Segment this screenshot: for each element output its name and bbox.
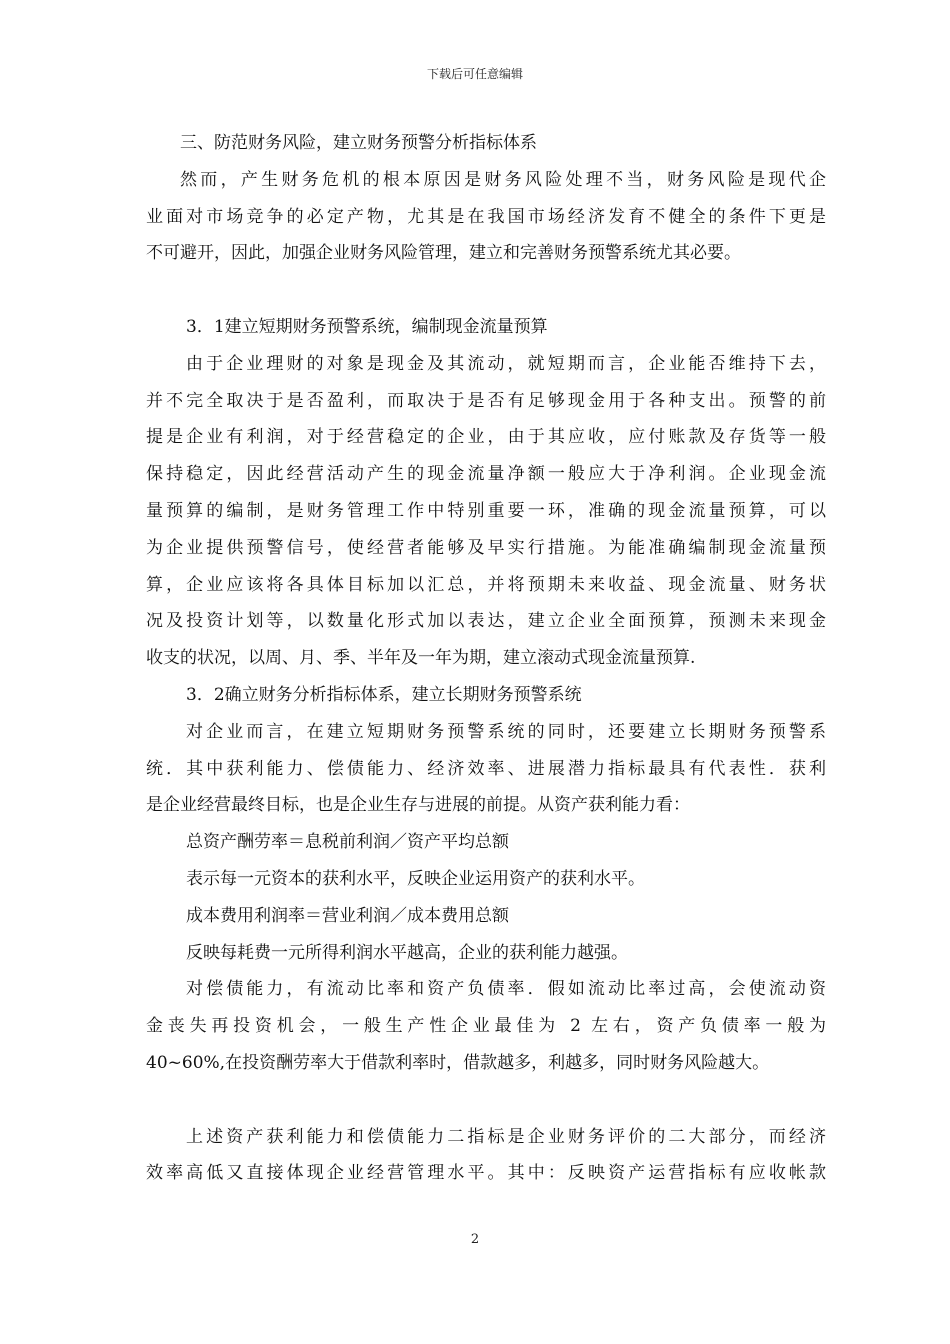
formula-line: 成本费用利润率＝营业利润／成本费用总额 bbox=[186, 905, 509, 926]
paragraph-line: 然而，产生财务危机的根本原因是财务风险处理不当，财务风险是现代企 bbox=[180, 169, 826, 190]
paragraph-gap bbox=[146, 1082, 826, 1119]
section-heading: 三、防范财务风险，建立财务预警分析指标体系 bbox=[180, 133, 537, 153]
page-header-note: 下载后可任意编辑 bbox=[426, 67, 523, 81]
paragraph-line: 40~60%,在投资酬劳率大于借款利率时，借款越多，利越多，同时财务风险越大。 bbox=[146, 1052, 770, 1073]
paragraph-line: 不可避开，因此，加强企业财务风险管理，建立和完善财务预警系统尤其必要。 bbox=[146, 243, 741, 264]
subsection-heading: 3．2确立财务分析指标体系，建立长期财务预警系统 bbox=[186, 684, 582, 705]
paragraph-line: 并不完全取决于是否盈利，而取决于是否有足够现金用于各种支出。预警的前 bbox=[146, 390, 826, 411]
paragraph-line: 提是企业有利润，对于经营稳定的企业，由于其应收，应付账款及存货等一般 bbox=[146, 427, 826, 448]
paragraph-line: 金丧失再投资机会，一般生产性企业最佳为 2 左右，资产负债率一般为 bbox=[146, 1016, 826, 1037]
paragraph-line: 对企业而言，在建立短期财务预警系统的同时，还要建立长期财务预警系 bbox=[186, 721, 826, 742]
paragraph-line: 反映每耗费一元所得利润水平越高，企业的获利能力越强。 bbox=[186, 942, 628, 963]
paragraph-line: 况及投资计划等，以数量化形式加以表达，建立企业全面预算，预测未来现金 bbox=[146, 611, 826, 632]
paragraph-line: 表示每一元资本的获利水平，反映企业运用资产的获利水平。 bbox=[186, 868, 645, 889]
paragraph-line: 效率高低又直接体现企业经营管理水平。其中：反映资产运营指标有应收帐款 bbox=[146, 1163, 826, 1184]
paragraph-line: 由于企业理财的对象是现金及其流动，就短期而言，企业能否维持下去， bbox=[186, 353, 826, 374]
paragraph-gap bbox=[146, 272, 826, 309]
paragraph-line: 收支的状况，以周、月、季、半年及一年为期，建立滚动式现金流量预算. bbox=[146, 648, 696, 669]
subsection-heading: 3．1建立短期财务预警系统，编制现金流量预算 bbox=[186, 316, 548, 337]
document-body bbox=[146, 125, 826, 1192]
paragraph-line: 是企业经营最终目标，也是企业生存与进展的前提。从资产获利能力看： bbox=[146, 795, 690, 816]
paragraph-line: 算，企业应该将各具体目标加以汇总，并将预期未来收益、现金流量、财务状 bbox=[146, 574, 826, 595]
paragraph-line: 量预算的编制，是财务管理工作中特别重要一环，准确的现金流量预算，可以 bbox=[146, 500, 826, 521]
paragraph-line: 业面对市场竞争的必定产物，尤其是在我国市场经济发育不健全的条件下更是 bbox=[146, 206, 826, 227]
paragraph-line: 为企业提供预警信号，使经营者能够及早实行措施。为能准确编制现金流量预 bbox=[146, 537, 826, 558]
paragraph-line: 统．其中获利能力、偿债能力、经济效率、进展潜力指标最具有代表性．获利 bbox=[146, 758, 826, 779]
page-number: 2 bbox=[470, 1232, 480, 1247]
paragraph-line: 保持稳定，因此经营活动产生的现金流量净额一般应大于净利润。企业现金流 bbox=[146, 464, 826, 485]
paragraph-line: 对偿债能力，有流动比率和资产负债率．假如流动比率过高，会使流动资 bbox=[186, 979, 826, 1000]
formula-line: 总资产酬劳率＝息税前利润／资产平均总额 bbox=[186, 832, 509, 853]
paragraph-line: 上述资产获利能力和偿债能力二指标是企业财务评价的二大部分，而经济 bbox=[186, 1126, 826, 1147]
